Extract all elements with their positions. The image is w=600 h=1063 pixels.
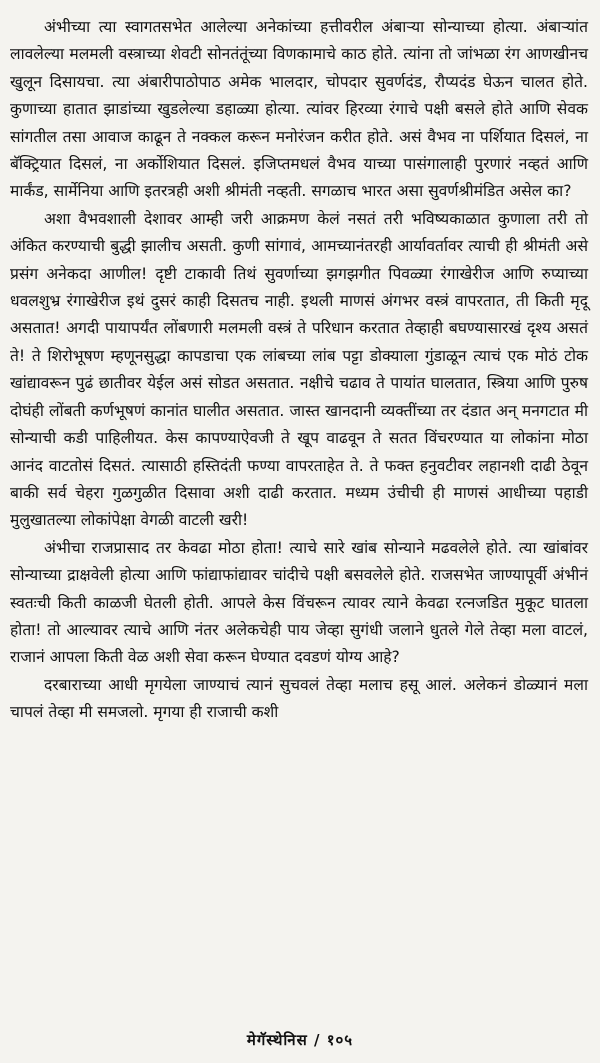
body-text — [10, 14, 588, 727]
paragraph-2: अशा वैभवशाली देशावर आम्ही जरी आक्रमण केलं नसतं तरी भविष्यकाळात कुणाला तरी तो अंकित करण्याची बुद्धी झालीच असती. कुणी सांगावं, आमच्यानंतरही आर्यावर्तावर त्याची ही श्रीमंती असे प्रसंग अनेकदा आणील! दृष्टी टाकावी तिथं सुवर्णाच्या झगझगीत पिवळ्या रंगाखेरीज आणि रुप्याच्या धवलशुभ्र रंगाखेरीज इथं दुसरं काही दिसतच नाही. इथली माणसं अंगभर वस्त्रं वापरतात, ती किती मृदू असतात! अगदी पायापर्यंत लोंबणारी मलमली वस्त्रं ते परिधान करतात तेव्हाही बघण्यासारखं दृश्य असतं ते! ते शिरोभूषण म्हणूनसुद्धा कापडाचा एक लांबच्या लांब पट्टा डोक्याला गुंडाळून त्याचं एक मोठं टोक खांद्यावरून पुढं छातीवर येईल असं सोडत असतात. नक्षीचे चढाव ते पायांत घालतात, स्त्रिया आणि पुरुष दोघंही लोंबती कर्णभूषणं कानांत घालीत असतात. जास्त खानदानी व्यक्तींच्या तर दंडात अन् मनगटात मी सोन्याची कडी पाहिलीयत. केस कापण्याऐवजी ते खूप वाढवून ते सतत विंचरण्यात या लोकांना मोठा आनंद वाटतोसं दिसतं. त्यासाठी हस्तिदंती फण्या वापरताहेत ते. ते फक्त हनुवटीवर लहानशी दाढी ठेवून बाकी सर्व चेहरा गुळगुळीत दिसावा अशी दाढी करतात. मध्यम उंचीची ही माणसं आधीच्या पहाडी मुलुखातल्या लोकांपेक्षा वेगळी वाटली खरी! — [10, 209, 588, 530]
paragraph-4: दरबाराच्या आधी मृगयेला जाण्याचं त्यानं सुचवलं तेव्हा मलाच हसू आलं. अलेकनं डोळ्यानं मला चापलं तेव्हा मी समजलो. मृगया ही राजाची कशी — [10, 675, 588, 722]
paragraph-1: अंभीच्या त्या स्वागतसभेत आलेल्या अनेकांच्या हत्तीवरील अंबाऱ्या सोन्याच्या होत्या. अंबाऱ्यांत लावलेल्या मलमली वस्त्राच्या शेवटी सोनतंतूंच्या विणकामाचे काठ होते. त्यांना तो जांभळा रंग आणखीनच खुलून दिसायचा. त्या अंबारीपाठोपाठ अमेक भालदार, चोपदार सुवर्णदंड, रौप्यदंड घेऊन चालत होते. कुणाच्या हातात झाडांच्या खुडलेल्या डहाळ्या होत्या. त्यांवर हिरव्या रंगाचे पक्षी बसले होते आणि सेवक सांगतील तसा आवाज काढून ते नक्कल करून मनोरंजन करीत होते. असं वैभव ना पर्शियात दिसलं, ना बॅक्ट्रियात दिसलं, ना अर्कोशियात दिसलं. इजिप्तमधलं वैभव याच्या पासंगालाही पुरणारं नव्हतं आणि मार्कंड, सार्मेनिया आणि इतरत्रही अशी श्रीमंती नव्हती. सगळाच भारत असा सुवर्णश्रीमंडित असेल का? — [10, 18, 588, 201]
page-footer: मेगॅस्थेनिस / १०५ — [246, 1031, 354, 1049]
paragraph-3: अंभीचा राजप्रासाद तर केवढा मोठा होता! त्याचे सारे खांब सोन्याने मढवलेले होते. त्या खांबांवर सोन्याच्या द्राक्षवेली होत्या आणि फांद्याफांद्यावर चांदीचे पक्षी बसवलेले होते. राजसभेत जाण्यापूर्वी अंभीनं स्वतःची किती काळजी घेतली होती. आपले केस विंचरून त्यावर त्याने केवढा रत्नजडित मुकूट घातला होता! तो आल्यावर त्याचे आणि नंतर अलेकचेही पाय जेव्हा सुगंधी जलाने धुतले गेले तेव्हा मला वाटलं, राजानं आपला किती वेळ अशी सेवा करून घेण्यात दवडणं योग्य आहे? — [10, 538, 588, 667]
